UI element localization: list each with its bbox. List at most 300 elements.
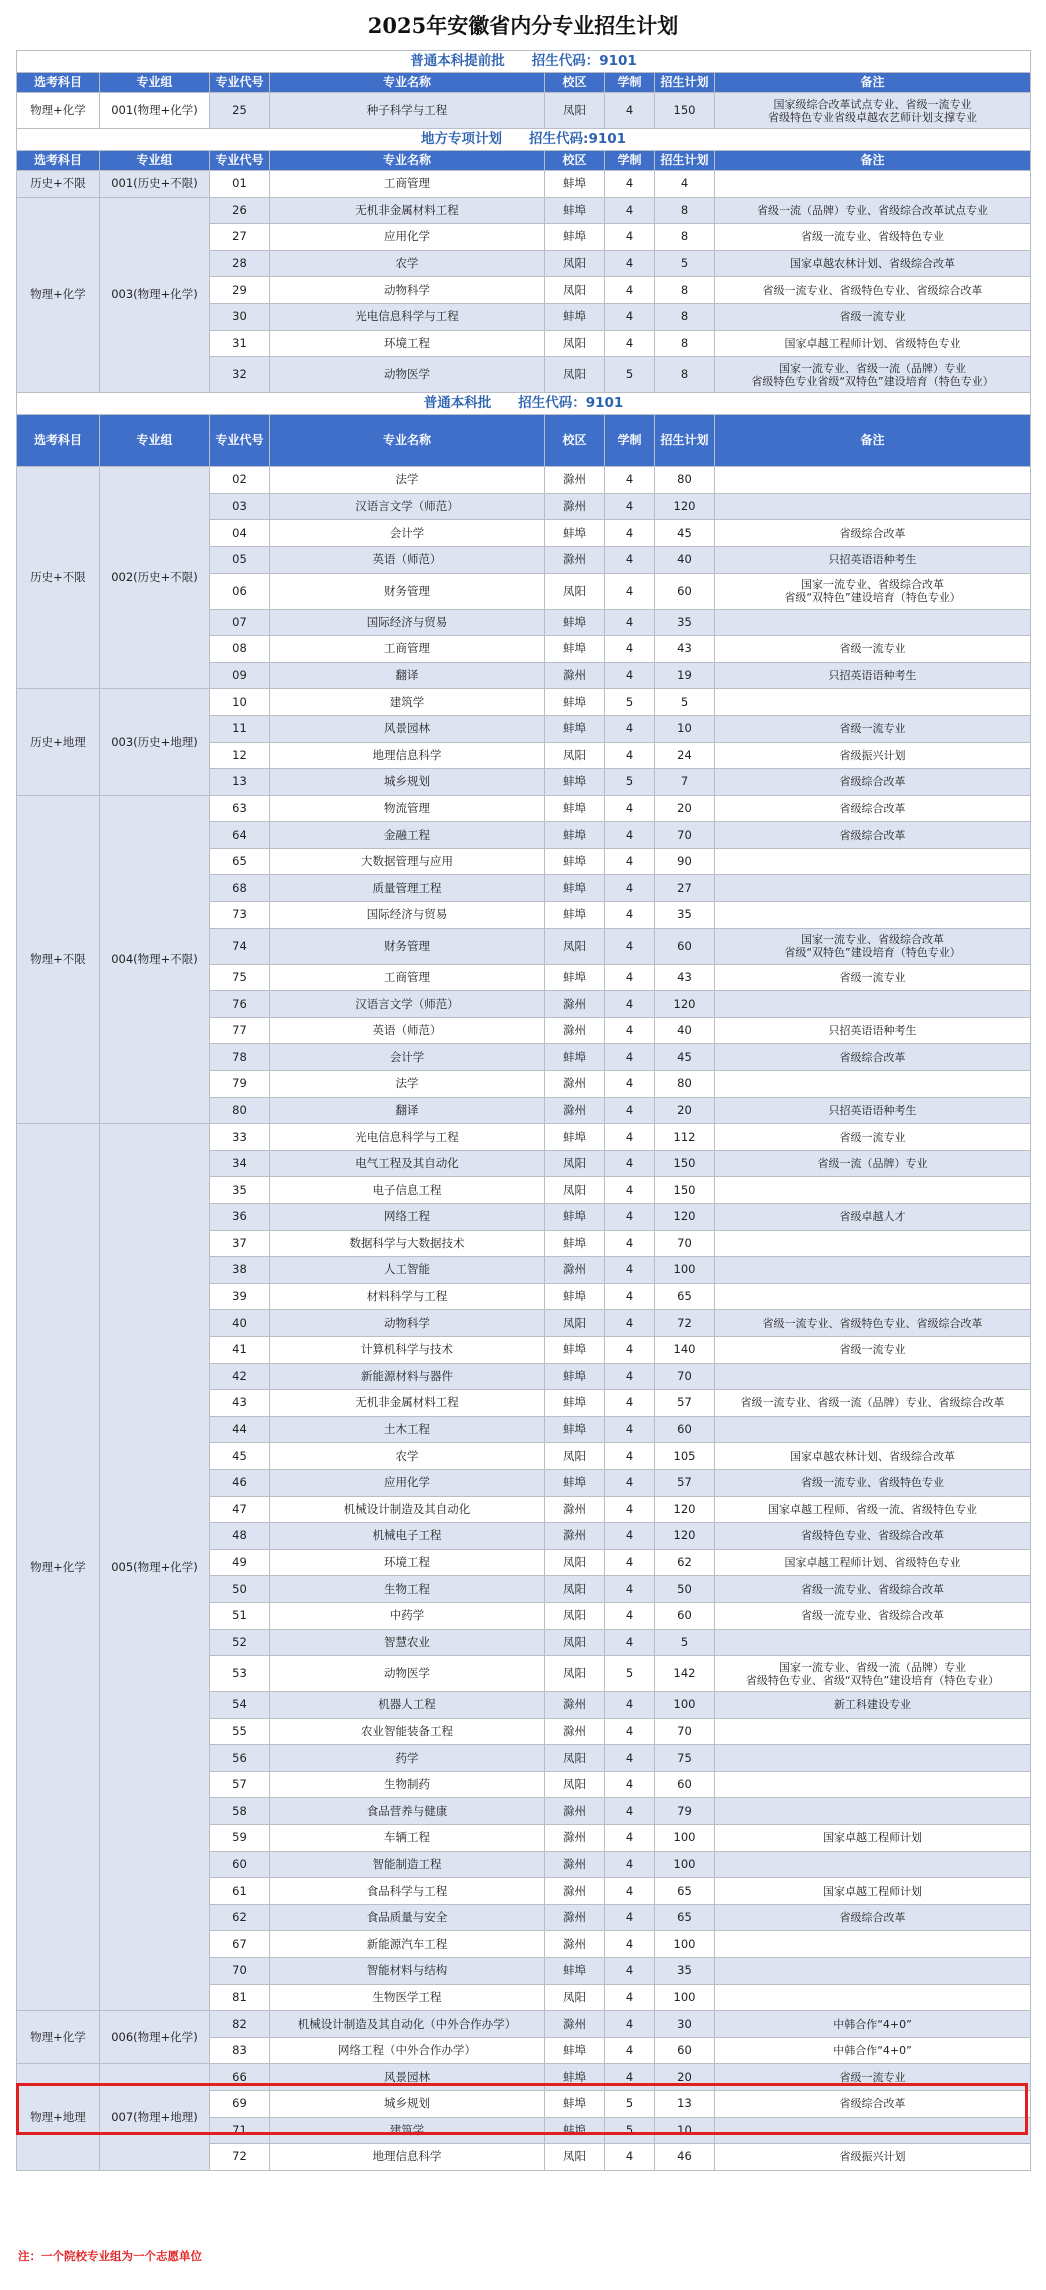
quota-cell: 70 [655, 822, 715, 849]
major-cell: 汉语言文学（师范） [270, 991, 545, 1018]
group-cell: 007(物理+地理) [100, 2064, 210, 2170]
years-cell: 4 [605, 1469, 655, 1496]
column-header: 招生计划 [655, 151, 715, 171]
campus-cell: 蚌埠 [545, 1958, 605, 1985]
major-cell: 土木工程 [270, 1416, 545, 1443]
years-cell: 5 [605, 1656, 655, 1692]
note-cell: 只招英语语种考生 [715, 546, 1031, 573]
major-cell: 新能源材料与器件 [270, 1363, 545, 1390]
note-cell: 省级一流专业、省级特色专业 [715, 224, 1031, 251]
years-cell: 4 [605, 1097, 655, 1124]
subject-cell: 物理+地理 [17, 2064, 100, 2170]
quota-cell: 80 [655, 467, 715, 494]
note-cell: 国家一流专业、省级综合改革 省级“双特色”建设培育（特色专业） [715, 928, 1031, 964]
major-cell: 城乡规划 [270, 769, 545, 796]
campus-cell: 蚌埠 [545, 636, 605, 663]
campus-cell: 蚌埠 [545, 1390, 605, 1417]
note-cell: 省级振兴计划 [715, 742, 1031, 769]
quota-cell: 46 [655, 2144, 715, 2171]
years-cell: 4 [605, 1044, 655, 1071]
major-cell: 药学 [270, 1745, 545, 1772]
note-cell: 中韩合作“4+0” [715, 2037, 1031, 2064]
code-cell: 01 [210, 171, 270, 198]
years-cell: 5 [605, 2091, 655, 2118]
group-cell: 003(历史+地理) [100, 689, 210, 795]
major-cell: 食品质量与安全 [270, 1904, 545, 1931]
years-cell: 4 [605, 991, 655, 1018]
years-cell: 4 [605, 330, 655, 357]
code-cell: 58 [210, 1798, 270, 1825]
years-cell: 4 [605, 1771, 655, 1798]
years-cell: 4 [605, 520, 655, 547]
quota-cell: 20 [655, 1097, 715, 1124]
code-cell: 09 [210, 662, 270, 689]
major-cell: 会计学 [270, 520, 545, 547]
note-cell: 省级综合改革 [715, 795, 1031, 822]
note-cell [715, 875, 1031, 902]
major-cell: 农业智能装备工程 [270, 1718, 545, 1745]
note-cell [715, 2117, 1031, 2144]
quota-cell: 8 [655, 303, 715, 330]
quota-cell: 90 [655, 848, 715, 875]
years-cell: 4 [605, 1984, 655, 2011]
note-cell: 省级卓越人才 [715, 1204, 1031, 1231]
campus-cell: 蚌埠 [545, 1469, 605, 1496]
campus-cell: 蚌埠 [545, 609, 605, 636]
column-header: 校区 [545, 151, 605, 171]
years-cell: 4 [605, 493, 655, 520]
quota-cell: 13 [655, 2091, 715, 2118]
code-cell: 25 [210, 93, 270, 129]
note-cell [715, 1984, 1031, 2011]
column-header: 学制 [605, 415, 655, 467]
campus-cell: 滁州 [545, 1523, 605, 1550]
campus-cell: 蚌埠 [545, 848, 605, 875]
campus-cell: 蚌埠 [545, 2037, 605, 2064]
major-cell: 应用化学 [270, 1469, 545, 1496]
quota-cell: 24 [655, 742, 715, 769]
note-cell: 国家一流专业、省级一流（品牌）专业 省级特色专业、省级“双特色”建设培育（特色专业） [715, 1656, 1031, 1692]
note-cell [715, 1958, 1031, 1985]
subject-cell: 物理+化学 [17, 93, 100, 129]
note-cell: 只招英语语种考生 [715, 662, 1031, 689]
years-cell: 5 [605, 769, 655, 796]
campus-cell: 滁州 [545, 493, 605, 520]
major-cell: 国际经济与贸易 [270, 902, 545, 929]
years-cell: 4 [605, 1204, 655, 1231]
major-cell: 生物医学工程 [270, 1984, 545, 2011]
quota-cell: 72 [655, 1310, 715, 1337]
years-cell: 4 [605, 1798, 655, 1825]
years-cell: 4 [605, 1177, 655, 1204]
note-cell [715, 1745, 1031, 1772]
years-cell: 4 [605, 715, 655, 742]
years-cell: 4 [605, 1576, 655, 1603]
campus-cell: 凤阳 [545, 742, 605, 769]
note-cell: 新工科建设专业 [715, 1692, 1031, 1719]
campus-cell: 蚌埠 [545, 795, 605, 822]
note-cell [715, 902, 1031, 929]
years-cell: 4 [605, 1257, 655, 1284]
years-cell: 4 [605, 467, 655, 494]
campus-cell: 滁州 [545, 1017, 605, 1044]
quota-cell: 60 [655, 2037, 715, 2064]
group-cell: 006(物理+化学) [100, 2011, 210, 2064]
code-cell: 30 [210, 303, 270, 330]
quota-cell: 100 [655, 1692, 715, 1719]
campus-cell: 蚌埠 [545, 964, 605, 991]
quota-cell: 100 [655, 1931, 715, 1958]
note-cell [715, 1257, 1031, 1284]
years-cell: 4 [605, 224, 655, 251]
code-cell: 56 [210, 1745, 270, 1772]
years-cell: 4 [605, 277, 655, 304]
major-cell: 车辆工程 [270, 1825, 545, 1852]
major-cell: 智能材料与结构 [270, 1958, 545, 1985]
code-cell: 67 [210, 1931, 270, 1958]
campus-cell: 滁州 [545, 546, 605, 573]
code-cell: 42 [210, 1363, 270, 1390]
note-cell: 省级一流专业、省级一流（品牌）专业、省级综合改革 [715, 1390, 1031, 1417]
note-cell [715, 1363, 1031, 1390]
quota-cell: 27 [655, 875, 715, 902]
campus-cell: 凤阳 [545, 1310, 605, 1337]
major-cell: 应用化学 [270, 224, 545, 251]
code-cell: 03 [210, 493, 270, 520]
group-cell: 004(物理+不限) [100, 795, 210, 1124]
quota-cell: 120 [655, 991, 715, 1018]
column-header: 专业代号 [210, 73, 270, 93]
years-cell: 4 [605, 848, 655, 875]
quota-cell: 150 [655, 1177, 715, 1204]
table-row [17, 2011, 1031, 2038]
campus-cell: 滁州 [545, 662, 605, 689]
campus-cell: 滁州 [545, 467, 605, 494]
quota-cell: 50 [655, 1576, 715, 1603]
quota-cell: 60 [655, 1602, 715, 1629]
major-cell: 生物制药 [270, 1771, 545, 1798]
campus-cell: 滁州 [545, 991, 605, 1018]
years-cell: 4 [605, 2064, 655, 2091]
years-cell: 4 [605, 609, 655, 636]
note-cell: 省级一流专业 [715, 964, 1031, 991]
years-cell: 5 [605, 689, 655, 716]
note-cell [715, 1071, 1031, 1098]
note-cell: 国家卓越工程师计划、省级特色专业 [715, 330, 1031, 357]
code-cell: 65 [210, 848, 270, 875]
header-row [17, 151, 1031, 171]
note-cell: 省级振兴计划 [715, 2144, 1031, 2171]
note-cell: 省级综合改革 [715, 1044, 1031, 1071]
campus-cell: 凤阳 [545, 1629, 605, 1656]
code-cell: 41 [210, 1336, 270, 1363]
campus-cell: 滁州 [545, 1071, 605, 1098]
code-cell: 61 [210, 1878, 270, 1905]
section-title-row [17, 393, 1031, 415]
subject-cell: 历史+不限 [17, 171, 100, 198]
column-header: 备注 [715, 415, 1031, 467]
quota-cell: 40 [655, 546, 715, 573]
quota-cell: 60 [655, 573, 715, 609]
major-cell: 材料科学与工程 [270, 1283, 545, 1310]
note-cell: 中韩合作“4+0” [715, 2011, 1031, 2038]
note-cell: 省级一流专业 [715, 303, 1031, 330]
code-cell: 81 [210, 1984, 270, 2011]
campus-cell: 蚌埠 [545, 715, 605, 742]
quota-cell: 65 [655, 1878, 715, 1905]
major-cell: 财务管理 [270, 573, 545, 609]
campus-cell: 蚌埠 [545, 769, 605, 796]
major-cell: 食品科学与工程 [270, 1878, 545, 1905]
campus-cell: 凤阳 [545, 1443, 605, 1470]
table-row [17, 93, 1031, 129]
major-cell: 农学 [270, 250, 545, 277]
years-cell: 4 [605, 1692, 655, 1719]
column-header: 备注 [715, 151, 1031, 171]
quota-cell: 142 [655, 1656, 715, 1692]
major-cell: 英语（师范） [270, 1017, 545, 1044]
quota-cell: 43 [655, 964, 715, 991]
code-cell: 38 [210, 1257, 270, 1284]
years-cell: 4 [605, 197, 655, 224]
code-cell: 53 [210, 1656, 270, 1692]
note-cell [715, 609, 1031, 636]
column-header: 专业名称 [270, 151, 545, 171]
years-cell: 4 [605, 1336, 655, 1363]
campus-cell: 滁州 [545, 1692, 605, 1719]
years-cell: 4 [605, 1443, 655, 1470]
note-cell: 国家卓越农林计划、省级综合改革 [715, 1443, 1031, 1470]
years-cell: 4 [605, 1150, 655, 1177]
campus-cell: 滁州 [545, 1097, 605, 1124]
group-cell: 001(历史+不限) [100, 171, 210, 198]
campus-cell: 滁州 [545, 1798, 605, 1825]
quota-cell: 120 [655, 1523, 715, 1550]
note-cell [715, 467, 1031, 494]
years-cell: 4 [605, 1390, 655, 1417]
major-cell: 电子信息工程 [270, 1177, 545, 1204]
quota-cell: 150 [655, 93, 715, 129]
campus-cell: 滁州 [545, 1931, 605, 1958]
quota-cell: 70 [655, 1718, 715, 1745]
code-cell: 46 [210, 1469, 270, 1496]
quota-cell: 60 [655, 928, 715, 964]
major-cell: 无机非金属材料工程 [270, 1390, 545, 1417]
table-row [17, 171, 1031, 198]
campus-cell: 滁州 [545, 2011, 605, 2038]
quota-cell: 5 [655, 689, 715, 716]
major-cell: 数据科学与大数据技术 [270, 1230, 545, 1257]
major-cell: 工商管理 [270, 636, 545, 663]
years-cell: 4 [605, 171, 655, 198]
code-cell: 40 [210, 1310, 270, 1337]
campus-cell: 凤阳 [545, 277, 605, 304]
years-cell: 4 [605, 1124, 655, 1151]
note-cell [715, 493, 1031, 520]
code-cell: 33 [210, 1124, 270, 1151]
years-cell: 4 [605, 928, 655, 964]
years-cell: 4 [605, 1230, 655, 1257]
column-header: 专业代号 [210, 415, 270, 467]
note-cell: 省级综合改革 [715, 769, 1031, 796]
years-cell: 4 [605, 2144, 655, 2171]
quota-cell: 65 [655, 1904, 715, 1931]
note-cell: 国家卓越工程师计划 [715, 1825, 1031, 1852]
enrollment-plan-table [16, 50, 1031, 2171]
campus-cell: 凤阳 [545, 1984, 605, 2011]
code-cell: 77 [210, 1017, 270, 1044]
column-header: 专业代号 [210, 151, 270, 171]
years-cell: 5 [605, 357, 655, 393]
campus-cell: 凤阳 [545, 928, 605, 964]
years-cell: 4 [605, 1602, 655, 1629]
note-cell: 省级一流专业 [715, 1124, 1031, 1151]
years-cell: 4 [605, 636, 655, 663]
note-cell: 国家卓越农林计划、省级综合改革 [715, 250, 1031, 277]
campus-cell: 蚌埠 [545, 303, 605, 330]
note-cell: 省级一流专业 [715, 715, 1031, 742]
code-cell: 43 [210, 1390, 270, 1417]
years-cell: 4 [605, 1878, 655, 1905]
column-header: 选考科目 [17, 151, 100, 171]
years-cell: 4 [605, 1071, 655, 1098]
group-cell: 003(物理+化学) [100, 197, 210, 393]
quota-cell: 79 [655, 1798, 715, 1825]
group-cell: 005(物理+化学) [100, 1124, 210, 2011]
quota-cell: 35 [655, 609, 715, 636]
years-cell: 4 [605, 1310, 655, 1337]
section-title: 地方专项计划 招生代码:9101 [17, 129, 1031, 151]
major-cell: 国际经济与贸易 [270, 609, 545, 636]
years-cell: 4 [605, 1745, 655, 1772]
quota-cell: 57 [655, 1469, 715, 1496]
campus-cell: 滁州 [545, 1904, 605, 1931]
campus-cell: 蚌埠 [545, 520, 605, 547]
major-cell: 网络工程 [270, 1204, 545, 1231]
major-cell: 新能源汽车工程 [270, 1931, 545, 1958]
code-cell: 82 [210, 2011, 270, 2038]
years-cell: 4 [605, 1363, 655, 1390]
note-cell [715, 1798, 1031, 1825]
code-cell: 12 [210, 742, 270, 769]
major-cell: 财务管理 [270, 928, 545, 964]
campus-cell: 蚌埠 [545, 2117, 605, 2144]
quota-cell: 100 [655, 1984, 715, 2011]
subject-cell: 历史+不限 [17, 467, 100, 689]
column-header: 招生计划 [655, 415, 715, 467]
code-cell: 44 [210, 1416, 270, 1443]
campus-cell: 滁州 [545, 1718, 605, 1745]
campus-cell: 蚌埠 [545, 875, 605, 902]
header-row [17, 73, 1031, 93]
major-cell: 法学 [270, 467, 545, 494]
quota-cell: 35 [655, 1958, 715, 1985]
table-row [17, 689, 1031, 716]
column-header: 专业名称 [270, 415, 545, 467]
note-cell: 省级综合改革 [715, 1904, 1031, 1931]
major-cell: 地理信息科学 [270, 742, 545, 769]
column-header: 选考科目 [17, 415, 100, 467]
column-header: 校区 [545, 415, 605, 467]
code-cell: 48 [210, 1523, 270, 1550]
major-cell: 无机非金属材料工程 [270, 197, 545, 224]
major-cell: 智能制造工程 [270, 1851, 545, 1878]
note-cell [715, 1283, 1031, 1310]
note-cell: 省级一流专业 [715, 636, 1031, 663]
code-cell: 71 [210, 2117, 270, 2144]
code-cell: 75 [210, 964, 270, 991]
section-title-row [17, 51, 1031, 73]
major-cell: 汉语言文学（师范） [270, 493, 545, 520]
major-cell: 计算机科学与技术 [270, 1336, 545, 1363]
code-cell: 74 [210, 928, 270, 964]
quota-cell: 60 [655, 1771, 715, 1798]
code-cell: 59 [210, 1825, 270, 1852]
quota-cell: 10 [655, 2117, 715, 2144]
years-cell: 4 [605, 546, 655, 573]
code-cell: 28 [210, 250, 270, 277]
major-cell: 食品营养与健康 [270, 1798, 545, 1825]
quota-cell: 60 [655, 1416, 715, 1443]
campus-cell: 滁州 [545, 1878, 605, 1905]
note-cell [715, 1629, 1031, 1656]
quota-cell: 7 [655, 769, 715, 796]
campus-cell: 滁州 [545, 1496, 605, 1523]
quota-cell: 120 [655, 493, 715, 520]
years-cell: 4 [605, 93, 655, 129]
campus-cell: 蚌埠 [545, 1283, 605, 1310]
code-cell: 80 [210, 1097, 270, 1124]
code-cell: 02 [210, 467, 270, 494]
section-title: 普通本科批 招生代码：9101 [17, 393, 1031, 415]
section-title: 普通本科提前批 招生代码：9101 [17, 51, 1031, 73]
code-cell: 62 [210, 1904, 270, 1931]
major-cell: 电气工程及其自动化 [270, 1150, 545, 1177]
major-cell: 光电信息科学与工程 [270, 1124, 545, 1151]
major-cell: 工商管理 [270, 964, 545, 991]
major-cell: 机械设计制造及其自动化 [270, 1496, 545, 1523]
major-cell: 机械电子工程 [270, 1523, 545, 1550]
note-cell: 省级一流专业、省级特色专业、省级综合改革 [715, 277, 1031, 304]
quota-cell: 150 [655, 1150, 715, 1177]
major-cell: 城乡规划 [270, 2091, 545, 2118]
note-cell: 省级综合改革 [715, 2091, 1031, 2118]
code-cell: 47 [210, 1496, 270, 1523]
major-cell: 动物医学 [270, 357, 545, 393]
major-cell: 环境工程 [270, 330, 545, 357]
major-cell: 人工智能 [270, 1257, 545, 1284]
code-cell: 69 [210, 2091, 270, 2118]
note-cell [715, 1851, 1031, 1878]
major-cell: 物流管理 [270, 795, 545, 822]
table-row [17, 2064, 1031, 2091]
years-cell: 4 [605, 742, 655, 769]
major-cell: 农学 [270, 1443, 545, 1470]
code-cell: 78 [210, 1044, 270, 1071]
note-cell [715, 1771, 1031, 1798]
note-cell: 省级综合改革 [715, 822, 1031, 849]
campus-cell: 凤阳 [545, 573, 605, 609]
table-row [17, 795, 1031, 822]
code-cell: 39 [210, 1283, 270, 1310]
code-cell: 08 [210, 636, 270, 663]
campus-cell: 凤阳 [545, 1177, 605, 1204]
note-cell [715, 1230, 1031, 1257]
code-cell: 29 [210, 277, 270, 304]
subject-cell: 历史+地理 [17, 689, 100, 795]
campus-cell: 滁州 [545, 1257, 605, 1284]
code-cell: 64 [210, 822, 270, 849]
